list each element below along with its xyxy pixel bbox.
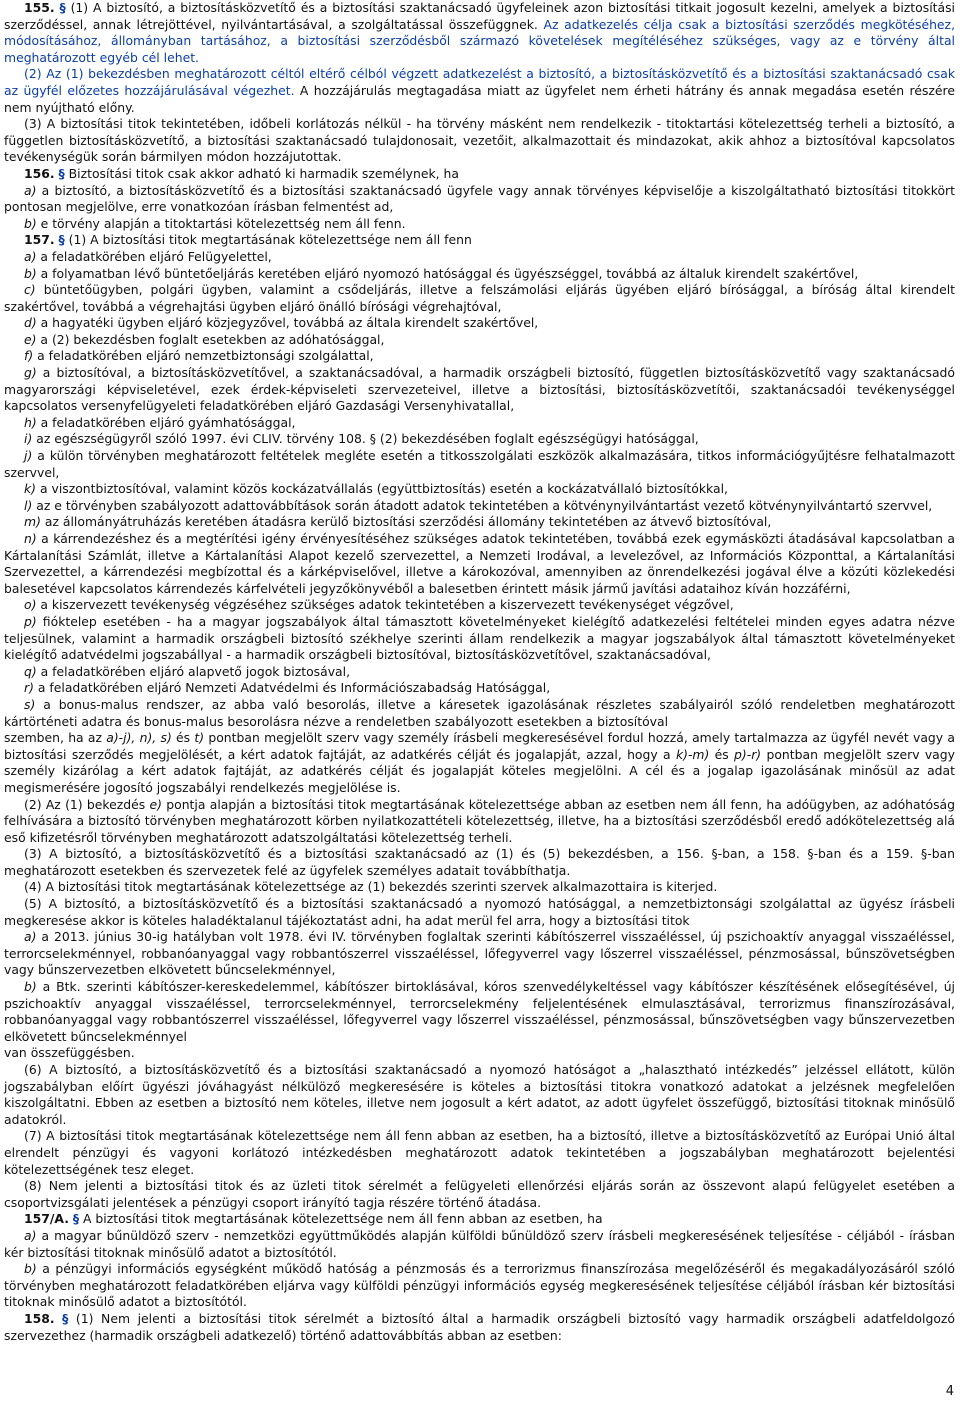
section-157a-point-a [4,1228,955,1261]
point-label: k) [24,481,37,497]
point-text: büntetőügyben, polgári ügyben, valamint a csődeljárás, illetve a felszámolási eljárás ügyében eljáró bírósággal, a bíróság által kirendelt szakértővel, továbbá a végrehajtási ügyben eljáró önálló bírósági végrehajtóval, [4,282,955,314]
point-label: a) [24,929,37,945]
section-number: 158. [24,1310,55,1326]
section-157-para-4: (4) A biztosítási titok megtartásának kötelezettsége az (1) bekezdés szerinti szervek alkalmazottaira is kiterjed. [24,879,718,895]
para-text: pontja alapján a biztosítási titok megtartásának kötelezettsége abban az esetben nem áll fenn, ha adóügyben, az adóhatóság felhívására a biztosító törvényben meghatározott körben nyilatkozattételi kötelezettség, illetve, ha a biztosítási szerződésből eredő adókötelezettség alá eső kifizetésről törvényben meghatározott adatszolgáltatási kötelezettség terheli. [4,796,955,845]
point-label: g) [24,365,37,381]
point-label: o) [24,597,37,613]
section-157-para-5-point-b [4,979,955,1045]
list-item [4,514,955,531]
section-157-para-7: (7) A biztosítási titok megtartásának kötelezettsége nem áll fenn abban az esetben, ha a biztosító, illetve a biztosításközvetítő az Európai Unió által elrendelt pénzügyi és vagyoni korlátozó intézkedésben meghatározott adatok tekintetében a jogszabályban meghatározott bejelentési kötelezettségének tesz eleget. [4,1128,955,1177]
section-link[interactable]: § [58,232,65,248]
point-label: r) [24,680,34,696]
point-text: a Btk. szerinti kábítószer-kereskedelemmel, kábítószer birtoklásával, kóros szenvedélykeltéssel vagy kábítószer készítésének elősegítésével, új pszichoaktív anyaggal visszaéléssel, terrorcselekménnyel, terrorcselekmény feljelentésének elmulasztásával, terrorizmus finanszírozásával, robbanóanyaggal vagy robbantószerrel visszaéléssel, lőfegyverrel vagy lőszerrel visszaéléssel, pénzmosással, bűnszövetségben vagy bűnszervezetben elkövetett bűncselekménnyel [4,979,955,1044]
list-item [4,664,955,681]
point-label: i) [24,431,33,447]
point-label: j) [24,448,33,464]
list-item [4,365,955,415]
point-text: és [171,730,195,746]
list-item [4,415,955,432]
point-label: a) [24,1227,37,1243]
point-label: s) [24,696,36,712]
point-ref: k)-m) [675,746,710,762]
point-text: a (2) bekezdésben foglalt esetekben az adóhatósággal, [36,331,385,347]
point-label: c) [24,282,36,298]
point-text: a biztosító, a biztosításközvetítő és a biztosítási szaktanácsadó ügyfele vagy annak törvényes képviselője a kiszolgáltatható biztosítási titokkört pontosan megjelölve, erre vonatkozóan írásban felmentést ad, [4,182,955,215]
section-link[interactable]: § [72,1211,80,1227]
section-155-para-3: (3) A biztosítási titok tekintetében, időbeli korlátozás nélkül - ha törvény másként nem rendelkezik - titoktartási kötelezettség terheli a biztosító, a független biztosításközvetítő, a biztosítási szaktanácsadó tulajdonosait, vezetőit, alkalmazottait és mindazokat, akik ahhoz a biztosítóval kapcsolatos tevékenységük során bármilyen módon hozzájutottak. [4,116,955,165]
section-link[interactable]: § [62,1310,69,1326]
point-text: e törvény alapján a titoktartási kötelezettség nem áll fenn. [36,215,406,231]
list-item [4,481,955,498]
list-item [4,448,955,481]
page-number: 4 [945,1384,954,1399]
point-text: a feladatkörében eljáró Nemzeti Adatvédelmi és Információszabadság Hatósággal, [33,680,551,696]
point-ref: t) [194,730,205,746]
point-text: a pénzügyi információs egységként működő hatóság a pénzmosás és a terrorizmus finanszírozása megelőzéséről és megakadályozásáról szóló törvényben meghatározott feladatkörében eljárva vagy külföldi pénzügyi információs egység megkeresésének teljesítése céljából írásban kér biztosítási titoknak minősülő adatot a biztosítótól. [4,1261,955,1310]
point-label: l) [24,497,33,513]
point-ref: e) [149,796,162,812]
point-text: a viszontbiztosítóval, valamint közös kockázatvállalás (együttbiztosítás) esetén a kockázatvállaló biztosítókkal, [36,481,728,497]
section-155-para-2 [4,66,955,116]
list-item [4,315,955,332]
amended-text: (2) Az (1) bekezdésben meghatározott céltól eltérő célból végzett adatkezelést a biztosító, a biztosításközvetítő és a biztosítási szaktanácsadó csak az ügyfél előzetes hozzájárulásával végezhet. [4,66,955,98]
list-item [4,680,955,697]
list-item [4,249,955,266]
list-item [4,597,955,614]
section-157-para-5: (5) A biztosító, a biztosításközvetítő és a biztosítási szaktanácsadó a nyomozó hatósággal, a nemzetbiztonsági szolgálattal az ügyész írásbeli megkeresése akkor is köteles haladéktalanul tájékoztatást adni, ha adat merül fel arra, hogy a biztosítási titok [4,896,955,928]
section-157-intro [4,232,955,249]
point-text: a feladatkörében eljáró Felügyelettel, [36,248,272,264]
point-text: pontban megjelölt szerv vagy személy írásbeli megkeresésével fordul hozzá, amely tartalmazza az ügyfél nevét vagy a biztosítási szerződés megjelölését, a kért adatok fajtáját, az adatkérés célját és jogalapját, azzal, hogy a [4,730,955,762]
section-number: 157. [24,232,55,248]
point-label: q) [24,663,37,679]
point-ref: a)-j), n), s) [106,730,172,746]
point-text: az egészségügyről szóló 1997. évi CLIV. törvény 108. § (2) bekezdésében foglalt egészségügyi hatósággal, [32,431,699,447]
point-text: a feladatkörében eljáró nemzetbiztonsági szolgálattal, [33,348,374,364]
list-item [4,498,955,515]
section-157-para-5-end: van összefüggésben. [4,1045,135,1061]
point-ref: p)-r) [734,746,762,762]
section-158-intro [4,1311,955,1344]
point-text: a külön törvényben meghatározott feltételek megléte esetén a titkosszolgálati eszközök alkalmazására, titkos információgyűjtésre felhatalmazott szervvel, [4,448,955,480]
section-156-intro [4,166,955,183]
section-link[interactable]: § [59,0,66,15]
point-text: az állományátruházás keretében átadásra kerülő biztosítási szerződési állomány tekintetében az átvevő biztosítóval, [40,514,772,530]
point-text: a magyar bűnüldöző szerv - nemzetközi együttműködés alapján külföldi bűnüldöző szerv írásbeli megkeresésének teljesítése - céljából - írásban kér biztosítási titoknak minősülő adatot a biztosítótól. [4,1227,955,1260]
section-link[interactable]: § [58,165,65,181]
section-156-point-a [4,183,955,216]
section-157-para-8: (8) Nem jelenti a biztosítási titok és az üzleti titok sérelmét a felügyeleti ellenőrzési eljárás során az összevont alapú felügyelet esetében a csoportvizsgálati jelentések a pénzügyi csoport irányító tagja részére történő átadása. [4,1178,955,1210]
point-label: f) [24,348,34,364]
list-item [4,282,955,315]
point-label: a) [24,248,37,264]
point-text: a feladatkörében eljáró alapvető jogok biztosával, [36,663,351,679]
point-text: és [709,746,735,762]
point-text: pontban megjelölt szerv vagy személy kizárólag a kért adatok fajtáját, az adatkérés célját és jogalapját köteles megjelölni. A cél és a jogalap igazolásának minősül az adat megismerésére jogosító jogszabályi rendelkezés megjelölése is. [4,746,955,795]
point-text: a folyamatban lévő büntetőeljárás keretében eljáró nyomozó hatósággal és ügyészséggel, továbbá az általuk kirendelt szakértővel, [36,265,859,281]
section-157-para-6: (6) A biztosító, a biztosításközvetítő és a biztosítási szaktanácsadó a nyomozó hatóságot a „halasztható intézkedés” jelzéssel ellátott, külön jogszabályban előírt ügyészi jóváhagyást nélkülöző megkeresésére is köteles a biztosítási titokra vonatkozó adatokat a jelzésnek megfelelően kiszolgáltatni. Ebben az esetben a biztosító nem köteles, illetve nem jogosult a kért adatot, az adott ügyfelet összefüggő, biztosítási titoknak minősülő adatokról. [4,1062,955,1127]
point-label: b) [24,979,37,995]
list-item [4,531,955,597]
section-157-para-5-point-a [4,929,955,979]
list-item [4,614,955,664]
list-item [4,266,955,283]
point-label: b) [24,215,37,231]
point-label: p) [24,613,37,629]
para-text: (1) A biztosító, a biztosításközvetítő és a biztosítási szaktanácsadó ügyfeleinek azon biztosítási titkait jogosult kezelni, amelyek a biztosítási szerződéssel, annak létrejöttével, nyilvántartásával, a szolgáltatással összefüggnek. [4,0,955,32]
para-text: Biztosítási titok csak akkor adható ki harmadik személynek, ha [64,165,459,181]
para-text: (2) Az (1) bekezdés [24,796,150,812]
section-157-para-3: (3) A biztosító, a biztosításközvetítő és a biztosítási szaktanácsadó az (1) és (5) bekezdésben, a 156. §-ban, a 158. §-ban és a 159. §-ban meghatározott esetekben és szervezetek felé az ügyfelek személyes adatait továbbíthatja. [4,846,955,878]
point-text: a kárrendezéshez és a megtérítési igény érvényesítéséhez szükséges adatok tekintetében, továbbá ezek egymásközti átadásával kapcsolatban a Kártalanítási Számlát, illetve a Kártalanítási Alapot kezelő szervezettel, a Nemzeti Irodával, a levelezővel, az Információs Központtal, a Kártalanítási Szervezettel, a kárrendezési megbízottal és a kárképviselővel, illetve a károkozóval, amennyiben az önrendelkezési jogával élve a közúti közlekedési balesetével kapcsolatos kárrendezés kárfelvételi jegyzőkönyvéből a balesetben érintett másik jármű javítási adataihoz kíván hozzáférni, [4,531,955,596]
section-157-point-s [4,697,955,730]
point-text: az e törvényben szabályozott adattovábbítások során átadott adatok tekintetében a kötvénynyilvántartást vezető kötvénynyilvántartó szervvel, [32,497,933,513]
para-text: A biztosítási titok megtartásának kötelezettsége nem áll fenn abban az esetben, ha [79,1211,603,1227]
section-number: 157/A. [24,1211,69,1227]
point-label: h) [24,414,37,430]
section-157a-intro [4,1211,955,1228]
point-text: a 2013. június 30-ig hatályban volt 1978. évi IV. törvényben foglaltak szerinti kábítószerrel visszaéléssel, új pszichoaktív anyaggal visszaéléssel, terrorcselekménnyel, robbanóanyaggal vagy robbantószerrel visszaéléssel, lőfegyverrel vagy lőszerrel visszaéléssel, pénzmosással, bűnszövetségben vagy bűnszervezetben elkövetett bűncselekménnyel, [4,929,955,978]
document-page [4,0,955,1344]
point-text: a bonus-malus rendszer, az abba való besorolás, illetve a káresetek igazolásának részletes szabályairól szóló rendeletben meghatározott kártörténeti adatra és bonus-malus besorolásra nézve a rendeletben szabályozott esetekben a biztosítóval [4,696,955,729]
section-155-para-1 [4,0,955,66]
section-number: 155. [24,0,55,15]
list-item [4,431,955,448]
point-label: d) [24,315,37,331]
point-text: szemben, ha az [4,730,107,746]
point-text: a biztosítóval, a biztosításközvetítővel, a szaktanácsadóval, a harmadik országbeli biztosító, független biztosításközvetítő vagy szaktanácsadó magyarországi képviseletével, ezek érdek-képviseleti szervezeteivel, illetve a biztosítási, biztosításközvetítői, szaktanácsadói tevékenységgel kapcsolatos versenyfelügyeleti feladatkörében eljáró Gazdasági Versenyhivatallal, [4,365,955,414]
section-157-point-s-continued [4,730,955,796]
point-text: fióktelep esetében - ha a magyar jogszabályok által támasztott követelményeket kielégítő adatkezelési feltételei minden egyes adatra nézve teljesülnek, valamint a harmadik országbeli biztosító székhelye szerinti állam rendelkezik a magyar jogszabályok által támasztott követelményeket kielégítő adatvédelmi jogszabállyal - a harmadik országbeli biztosítóval, biztosításközvetítővel, szaktanácsadóval, [4,613,955,663]
point-label: e) [24,331,37,347]
point-label: n) [24,531,37,546]
para-text: (1) Nem jelenti a biztosítási titok sérelmét a biztosító által a harmadik országbeli biztosító vagy harmadik országbeli adatfeldolgozó szervezethez (harmadik országbeli adatkezelő) történő adattovábbítás abban az esetben: [4,1310,955,1343]
list-item [4,348,955,365]
para-text: (1) A biztosítási titok megtartásának kötelezettsége nem áll fenn [64,232,472,248]
section-157a-point-b [4,1261,955,1311]
list-item [4,332,955,349]
section-156-point-b [4,216,955,233]
section-157-para-2 [4,797,955,847]
point-label: a) [24,182,37,198]
amended-text: Az adatkezelés célja csak a biztosítási szerződés megkötéséhez, módosításához, állományban tartásához, a biztosítási szerződésből származó követelések megítéléséhez szükséges, vagy az e törvény által meghatározott egyéb cél lehet. [4,16,956,65]
point-label: m) [24,514,41,530]
point-text: a kiszervezett tevékenység végzéséhez szükséges adatok tekintetében a kiszervezett tevékenységet végzővel, [36,597,734,613]
point-label: b) [24,265,37,281]
point-text: a feladatkörében eljáró gyámhatósággal, [36,414,296,430]
section-number: 156. [24,165,55,181]
point-text: a hagyatéki ügyben eljáró közjegyzővel, továbbá az általa kirendelt szakértővel, [36,315,539,331]
point-label: b) [24,1261,37,1277]
para-text: A hozzájárulás megtagadása miatt az ügyfelet nem érheti hátrány és annak megadása esetén részére nem nyújtható előny. [4,82,956,115]
